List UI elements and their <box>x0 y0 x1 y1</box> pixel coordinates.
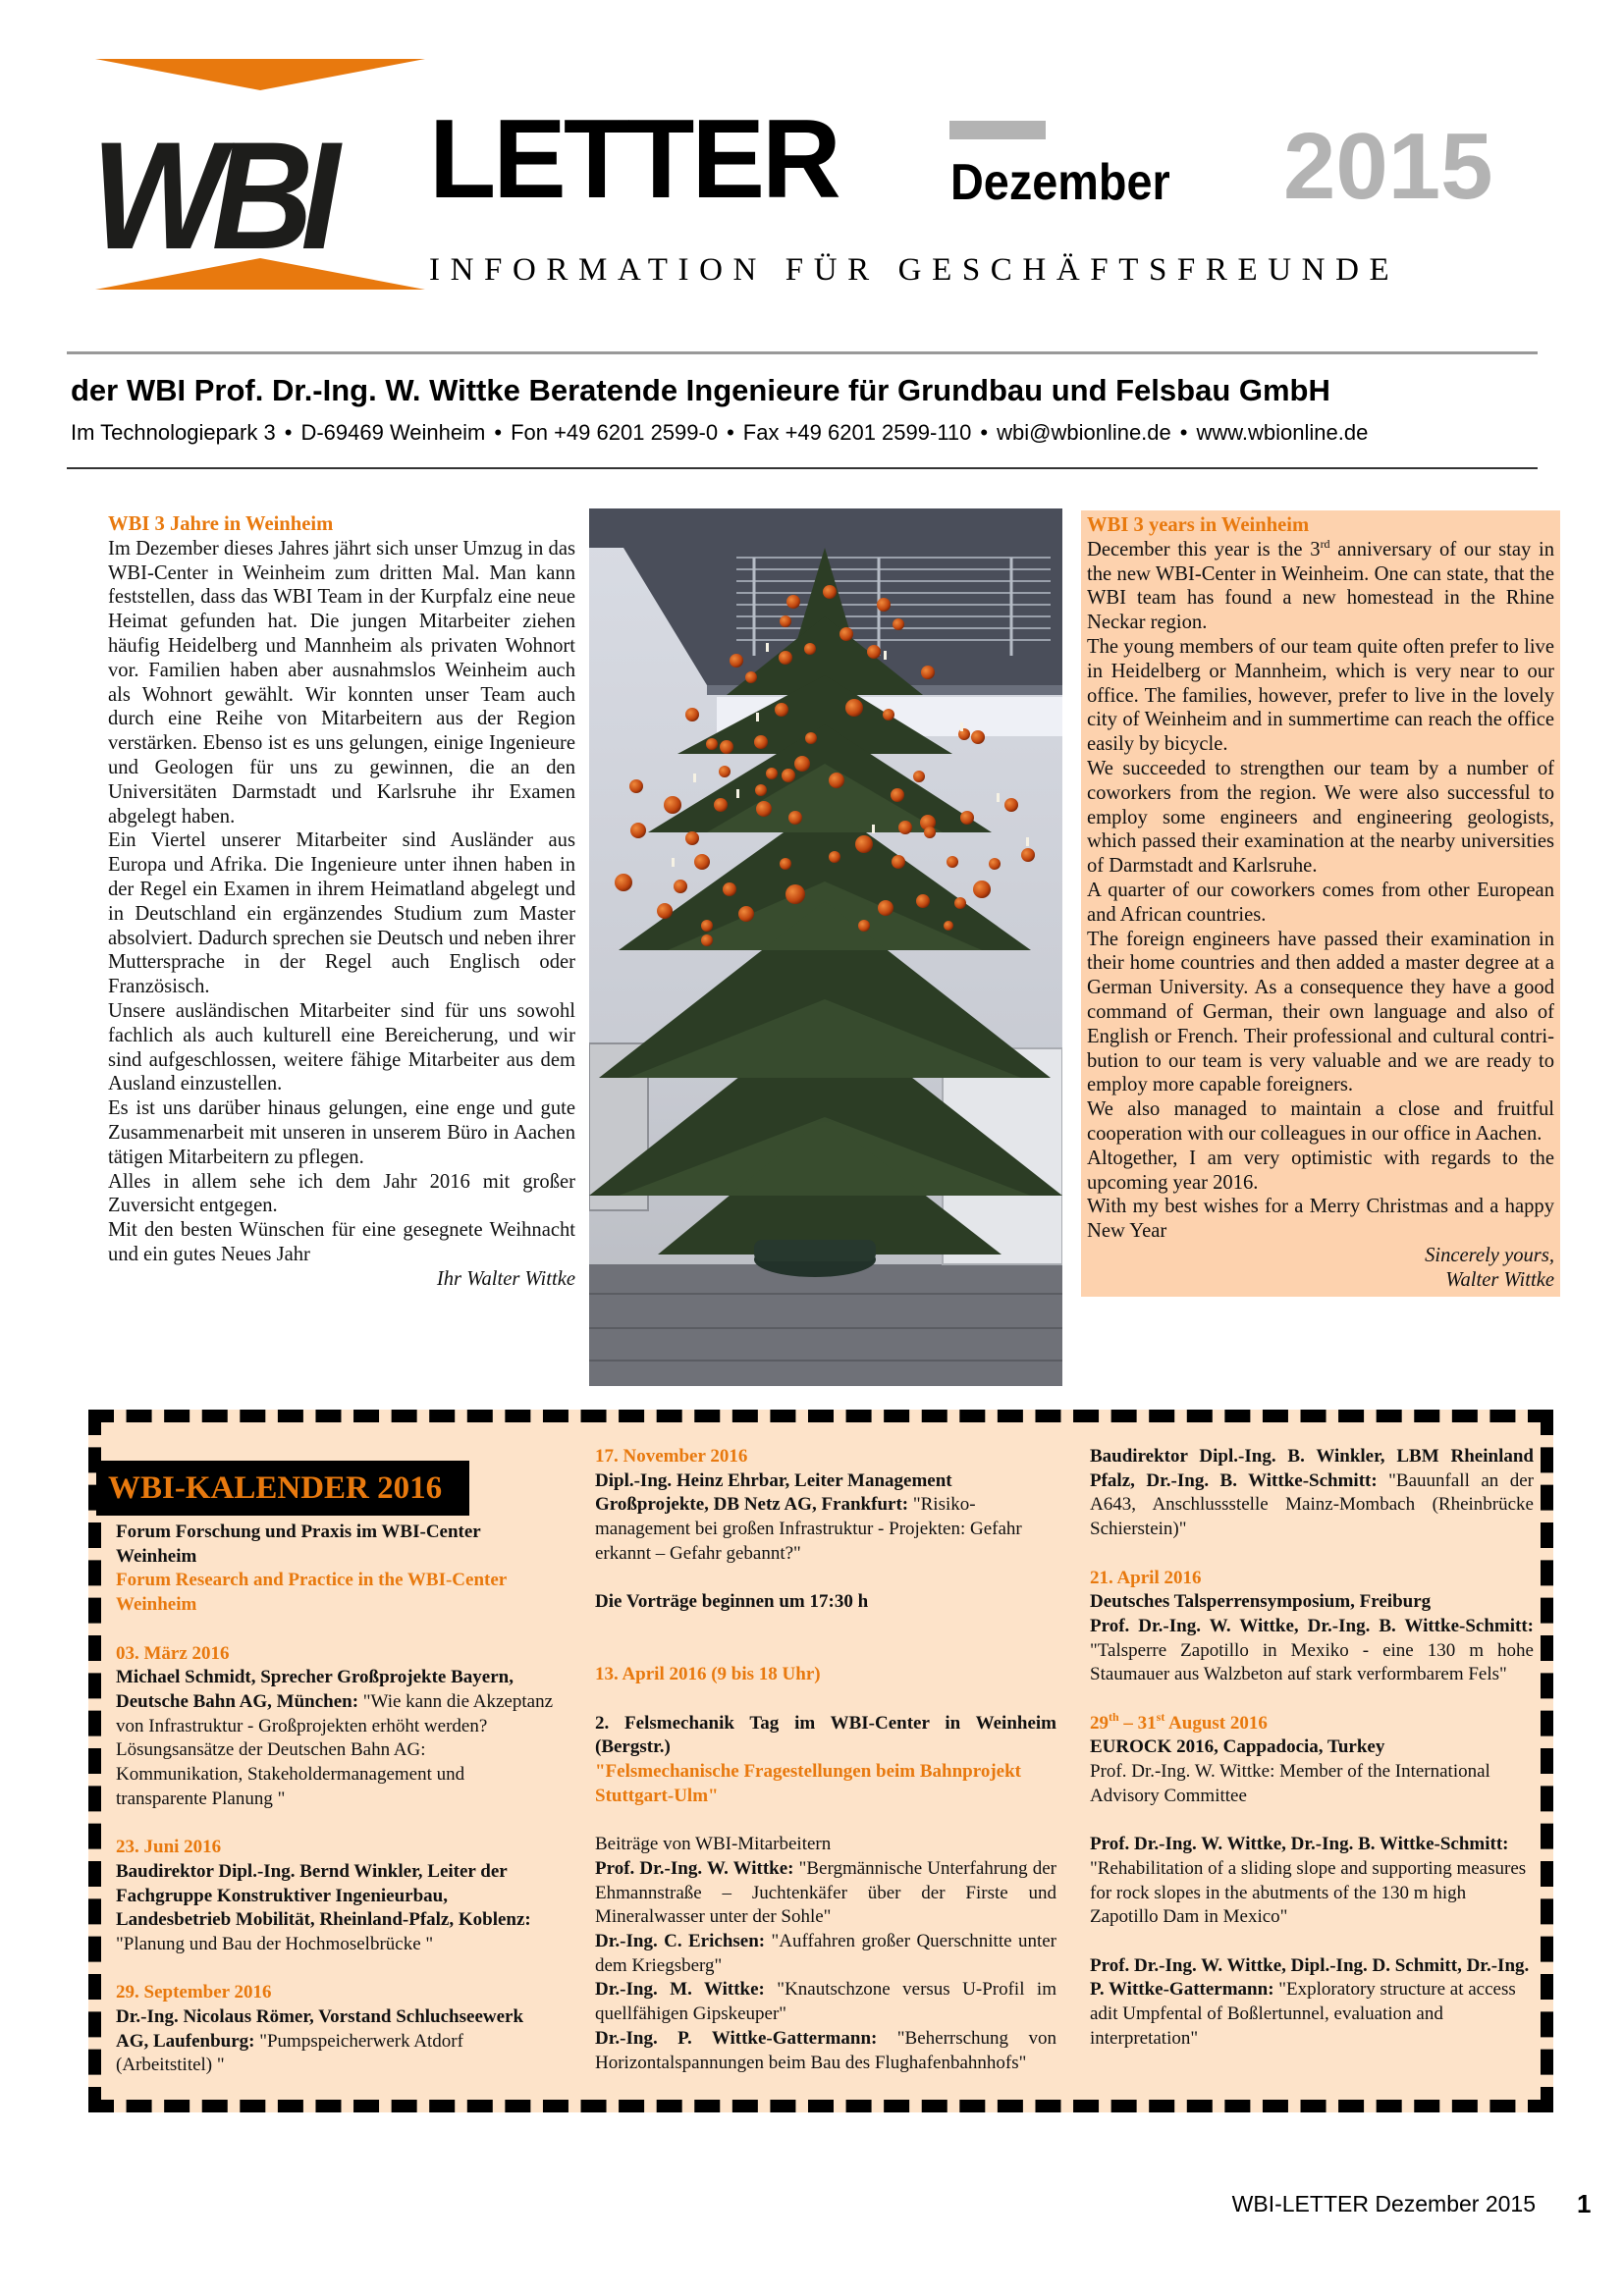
event-date <box>1090 1709 1534 1736</box>
talk-topic: "Exploratory structure at access adit Umpfental of Boßlertunnel, evaluation and interpretation" <box>1090 1979 1516 2049</box>
forum-title-en: Forum Research and Practice in the WBI-Center Weinheim <box>116 1570 507 1616</box>
bullet-separator: • <box>1179 420 1188 445</box>
talk-topic: "Talsperre Zapotillo in Mexiko - eine 130 m hohe Staumauer aus Walzbeton auf stark verformbarem Fels" <box>1090 1639 1534 1685</box>
article-paragraph: A quarter of our coworkers comes from other European and African countries. <box>1087 879 1554 926</box>
calendar-event <box>595 1469 1056 1567</box>
event-speaker: Dr.-Ing. Nicolaus Römer, Vorstand Schluchseewerk AG, Laufenburg: <box>116 2006 524 2052</box>
calendar-talk <box>595 2027 1056 2075</box>
talk-speaker: Prof. Dr.-Ing. W. Wittke: <box>595 1857 794 1879</box>
calendar-talk <box>1090 1445 1534 1542</box>
talk-speaker: Dr.-Ing. M. Wittke: <box>595 1979 765 2001</box>
page-number: 1 <box>1577 2189 1592 2218</box>
company-web-link[interactable]: www.wbionline.de <box>1196 420 1369 445</box>
bullet-separator: • <box>980 420 989 445</box>
article-german <box>108 512 575 1292</box>
masthead-month: Dezember <box>950 154 1170 211</box>
talk-speaker: Prof. Dr.-Ing. W. Wittke, Dipl.-Ing. D. Schmitt, Dr.-Ing. P. Wittke-Gattermann: <box>1090 1954 1530 2001</box>
masthead-tagline: INFORMATION FÜR GESCHÄFTSFREUNDE <box>429 252 1400 288</box>
logo-text: WBI <box>91 111 328 282</box>
talk-topic: "Auffahren großer Querschnitte unter dem Kriegsberg" <box>595 1930 1056 1976</box>
calendar-event <box>116 1666 553 1811</box>
talk-topic: "Knautschzone versus U-Profil im quellfähigen Gipskeuper" <box>595 1979 1056 2025</box>
article-english-heading: WBI 3 years in Weinheim <box>1087 514 1310 536</box>
article-paragraph: Alles in allem sehe ich dem Jahr 2016 mit großer Zuversicht entgegen. <box>108 1170 575 1217</box>
ordinal-suffix: th <box>1109 1709 1119 1724</box>
text-span: anniversary of our stay in the new WBI-Center in Weinheim. One can state, that the WBI team has found a new homestead in the Rhine Neckar region. <box>1087 538 1554 634</box>
article-english-closing: Sincerely yours, <box>1425 1244 1554 1266</box>
talk-speaker: Prof. Dr.-Ing. W. Wittke, Dr.-Ing. B. Wittke-Schmitt: <box>1090 1834 1509 1855</box>
event-date: 03. März 2016 <box>116 1642 230 1664</box>
company-name: der WBI Prof. Dr.-Ing. W. Wittke Beratende Ingenieure für Grundbau und Felsbau GmbH <box>71 373 1330 407</box>
eurock-title: EUROCK 2016, Cappadocia, Turkey <box>1090 1736 1385 1758</box>
company-fax: Fax +49 6201 2599-110 <box>742 420 972 445</box>
christmas-tree-photo <box>589 508 1062 1386</box>
date-part: – 31 <box>1118 1712 1157 1734</box>
article-paragraph <box>1087 538 1554 635</box>
article-paragraph: We also managed to maintain a close and fruitful cooperation with our colleagues in our office in Aachen. <box>1087 1098 1554 1145</box>
calendar-talk <box>595 1978 1056 2026</box>
talsperren-title: Deutsches Talsperrensymposium, Freiburg <box>1090 1591 1432 1613</box>
header-divider-top <box>67 351 1538 354</box>
masthead-year: 2015 <box>1283 114 1493 219</box>
calendar-event <box>116 2005 553 2078</box>
logo-top-triangle <box>95 59 425 90</box>
event-speaker: Baudirektor Dipl.-Ing. Bernd Winkler, Leiter der Fachgruppe Konstruktiver Ingenieurbau, Landesbetrieb Mobilität, Rheinland-Pfalz, Koblenz: <box>116 1860 531 1931</box>
article-german-heading: WBI 3 Jahre in Weinheim <box>108 513 334 535</box>
event-topic: "Planung und Bau der Hochmoselbrücke " <box>116 1933 434 1954</box>
talk-topic: "Beherrschung von Horizontalspannungen beim Bau des Flughafenbahnhofs" <box>595 2027 1056 2073</box>
bullet-separator: • <box>727 420 734 445</box>
felsmechanik-intro: Beiträge von WBI-Mitarbeitern <box>595 1834 832 1855</box>
event-date: 29. September 2016 <box>116 1982 272 2003</box>
calendar-column-3 <box>1090 1445 1534 2052</box>
article-paragraph: With my best wishes for a Merry Christmas and a happy New Year <box>1087 1196 1554 1243</box>
event-topic: "Pumpspeicherwerk Atdorf (Arbeitstitel) " <box>116 2030 463 2076</box>
start-time-note: Die Vorträge beginnen um 17:30 h <box>595 1591 869 1613</box>
christmas-tree-image <box>589 508 1062 1386</box>
event-topic: "Wie kann die Akzeptanz von Infrastruktur - Großprojekten erhöht werden? Lösungsansätze der Deutschen Bahn AG: Kommunikation, Stakeholdermanagement und transparente Planung " <box>116 1690 554 1809</box>
event-speaker: Michael Schmidt, Sprecher Großprojekte Bayern, Deutsche Bahn AG, München: <box>116 1667 514 1712</box>
article-english-signature: Walter Wittke <box>1445 1268 1554 1291</box>
date-part: 29 <box>1090 1712 1109 1734</box>
calendar-event <box>116 1860 553 1957</box>
article-german-signature: Ihr Walter Wittke <box>436 1267 575 1290</box>
logo-bottom-triangle <box>95 258 425 290</box>
talk-topic: "Rehabilitation of a sliding slope and supporting measures for rock slopes in the abutments of the 130 m high Zapotillo Dam in Mexico" <box>1090 1857 1527 1928</box>
company-email-link[interactable]: wbi@wbionline.de <box>997 420 1171 445</box>
text-span: December this year is the 3 <box>1087 538 1321 561</box>
article-paragraph: Es ist uns darüber hinaus gelungen, eine enge und gute Zusammenarbeit mit unseren in unserem Büro in Aachen tätigen Mitarbeitern zu pflegen. <box>108 1097 575 1168</box>
event-date: 23. Juni 2016 <box>116 1837 222 1858</box>
calendar-talk <box>1090 1615 1534 1687</box>
talk-speaker: Dr.-Ing. C. Erichsen: <box>595 1930 766 1951</box>
header-divider-bottom <box>67 467 1538 469</box>
company-address: Im Technologiepark 3 <box>71 420 276 445</box>
article-paragraph: The young members of our team quite often prefer to live in Heidelberg or Mannheim, which is very near to our office. The families, however, prefer to live in the lovely city of Weinheim and in summertime can reach the office easily by bicycle. <box>1087 635 1554 756</box>
article-english <box>1081 510 1560 1297</box>
ordinal-suffix: st <box>1156 1709 1165 1724</box>
article-paragraph: Unsere ausländischen Mitarbeiter sind für uns sowohl fachlich als auch kulturell eine Bereicherung, und wir sind aufgeschlossen, weitere fähige Mitarbeiter aus dem Ausland einzustellen. <box>108 999 575 1095</box>
calendar-talk <box>1090 1954 1534 2052</box>
article-paragraph: Altogether, I am very optimistic with regards to the upcoming year 2016. <box>1087 1147 1554 1194</box>
calendar-talk <box>1090 1833 1534 1930</box>
event-date: 17. November 2016 <box>595 1446 748 1467</box>
felsmechanik-theme: "Felsmechanische Fragestellungen beim Bahnprojekt Stuttgart-Ulm" <box>595 1761 1021 1806</box>
talk-topic: "Bergmännische Unterfahrung der Ehmannstraße – Juchtenkäfer über der Firste und Mineralwasser unter der Sohle" <box>595 1857 1056 1928</box>
bullet-separator: • <box>494 420 503 445</box>
masthead-accent-bar <box>949 121 1046 139</box>
eurock-note: Prof. Dr.-Ing. W. Wittke: Member of the International Advisory Committee <box>1090 1761 1490 1806</box>
event-date: 13. April 2016 (9 bis 18 Uhr) <box>595 1664 821 1685</box>
calendar-title: WBI-KALENDER 2016 <box>96 1461 469 1516</box>
felsmechanik-title: 2. Felsmechanik Tag im WBI-Center in Weinheim (Bergstr.) <box>595 1712 1056 1758</box>
event-speaker: Dipl.-Ing. Heinz Ehrbar, Leiter Management Großprojekte, DB Netz AG, Frankfurt: <box>595 1469 952 1516</box>
forum-title-de: Forum Forschung und Praxis im WBI-Center Weinheim <box>116 1522 481 1567</box>
company-city: D-69469 Weinheim <box>300 420 486 445</box>
talk-speaker: Prof. Dr.-Ing. W. Wittke, Dr.-Ing. B. Wittke-Schmitt: <box>1090 1615 1534 1636</box>
bullet-separator: • <box>284 420 293 445</box>
talk-topic: "Bauunfall an der A643, Anschlussstelle Mainz-Mombach (Rheinbrücke Schierstein)" <box>1090 1469 1534 1540</box>
article-paragraph: Mit den besten Wünschen für eine gesegnete Weihnacht und ein gutes Neues Jahr <box>108 1219 575 1265</box>
article-paragraph: We succeeded to strengthen our team by a number of coworkers from the region. We were also successful to employ some engineers and engineering geologists, which passed their examination at the nearby universities of Darmstadt and Karlsruhe. <box>1087 757 1554 878</box>
article-paragraph: The foreign engineers have passed their examination in their home countries and then added a master degree at a German University. As a consequence they have a good command of German, their own language and also of English or French. Their professional and cultural contribution to our team is very valuable and we are ready to employ more capable foreigners. <box>1087 928 1554 1096</box>
talk-speaker: Baudirektor Dipl.-Ing. B. Winkler, LBM Rheinland Pfalz, Dr.-Ing. B. Wittke-Schmitt: <box>1090 1446 1534 1491</box>
article-paragraph: Im Dezember dieses Jahres jährt sich unser Umzug in das WBI-Center in Weinheim zum dritten Mal. Man kann feststellen, dass das WBI Team in der Kurpfalz eine neue Heimat gefunden hat. Die jungen Mitarbeiter ziehen häufig Heidelberg und Mannheim als privaten Wohnort vor. Familien haben aber ausnahmslos Weinheim auch als Wohnort gewählt. Wir konnten unser Team auch durch eine Reihe von Mitarbeitern aus der Region verstärken. Ebenso ist es uns gelungen, einige Ingenieure und Geologen für uns zu gewinnen, die an den Universitäten Darmstadt und Karlsruhe ihr Examen abgelegt haben. <box>108 537 575 828</box>
date-part: August 2016 <box>1164 1712 1268 1734</box>
company-contact-line <box>71 422 1538 444</box>
masthead-title: LETTER <box>429 97 839 222</box>
talk-speaker: Dr.-Ing. P. Wittke-Gattermann: <box>595 2027 878 2049</box>
ordinal-suffix: rd <box>1320 536 1330 551</box>
company-phone: Fon +49 6201 2599-0 <box>511 420 719 445</box>
calendar-talk <box>595 1857 1056 1930</box>
footer-label: WBI-LETTER Dezember 2015 <box>1231 2191 1536 2216</box>
event-date: 21. April 2016 <box>1090 1567 1202 1588</box>
event-topic: "Risikomanagement bei großen Infrastruktur - Projekten: Gefahr erkannt – Gefahr gebannt?" <box>595 1494 1022 1564</box>
wbi-logo <box>91 59 429 290</box>
article-paragraph: Ein Viertel unserer Mitarbeiter sind Ausländer aus Europa und Afrika. Die Ingenieure unter ihnen haben in der Regel ein Examen in ihrem Heimatland abgelegt und in Deutschland ein ergänzendes Studium zum Master absolviert. Dadurch sprechen sie Deutsch und neben ihrer Muttersprache in der Regel auch Englisch oder Französisch. <box>108 829 575 998</box>
calendar-column-1 <box>116 1521 553 2078</box>
calendar-column-2 <box>595 1445 1056 2075</box>
calendar-talk <box>595 1930 1056 1978</box>
